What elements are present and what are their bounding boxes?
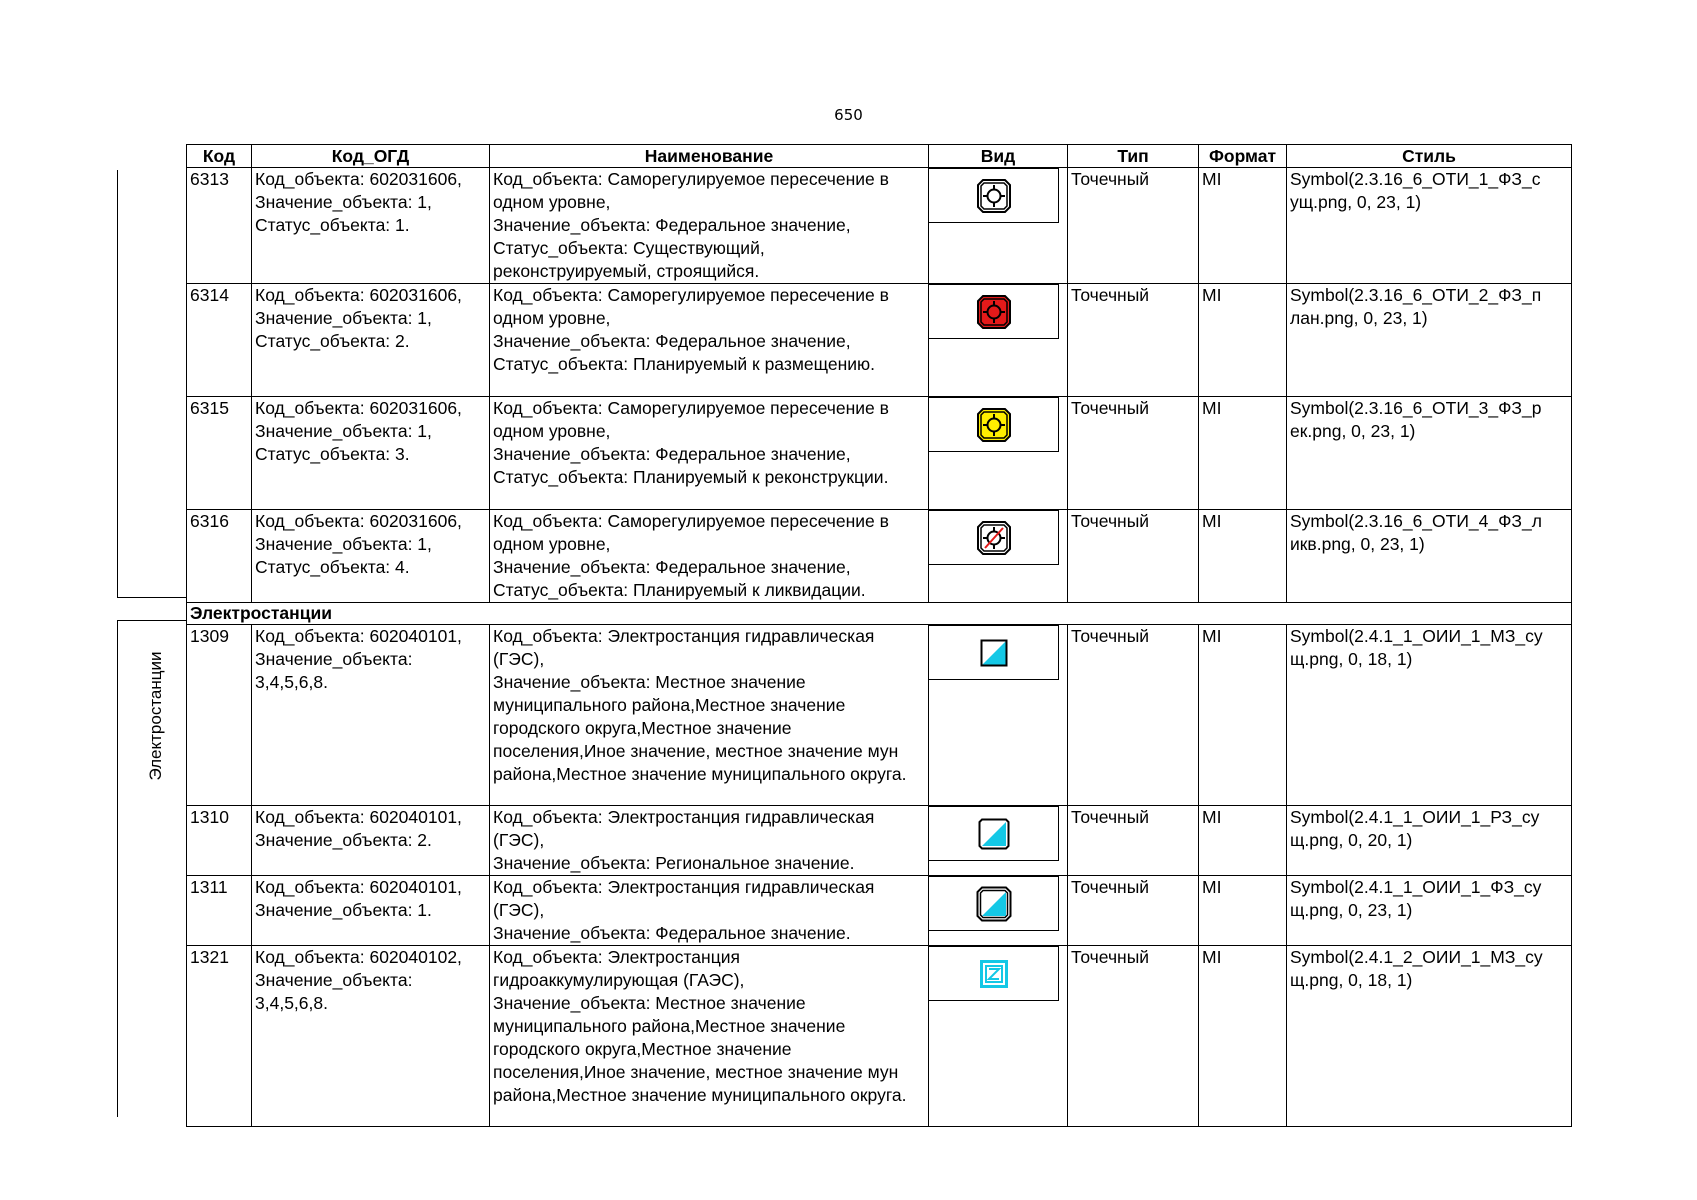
pumped-storage-plant-icon bbox=[980, 960, 1008, 988]
table-row bbox=[187, 625, 1572, 806]
section-divider-line bbox=[117, 597, 187, 598]
type-cell: Точечный bbox=[1068, 625, 1199, 806]
style-cell: Symbol(2.4.1_1_ОИИ_1_МЗ_су щ.png, 0, 18, 1) bbox=[1287, 625, 1572, 806]
table-row bbox=[187, 876, 1572, 946]
style-cell: Symbol(2.3.16_6_ОТИ_3_ФЗ_р ек.png, 0, 23, 1) bbox=[1287, 397, 1572, 510]
symbol-table bbox=[186, 144, 1572, 1127]
ogd-cell: Код_объекта: 602040101, Значение_объекта: 2. bbox=[252, 806, 490, 876]
crossing-reconstruction-icon bbox=[976, 407, 1012, 443]
section-group-top-line bbox=[117, 620, 187, 621]
view-cell bbox=[929, 168, 1068, 284]
code-cell: 1310 bbox=[187, 806, 252, 876]
code-cell: 1309 bbox=[187, 625, 252, 806]
code-cell: 6315 bbox=[187, 397, 252, 510]
code-cell: 1321 bbox=[187, 946, 252, 1127]
name-cell: Код_объекта: Электростанция гидравлическая (ГЭС), Значение_объекта: Федеральное значение. bbox=[490, 876, 929, 946]
ogd-cell: Код_объекта: 602040102, Значение_объекта: 3,4,5,6,8. bbox=[252, 946, 490, 1127]
ogd-cell: Код_объекта: 602031606, Значение_объекта: 1, Статус_объекта: 3. bbox=[252, 397, 490, 510]
table-row bbox=[187, 168, 1572, 284]
symbol-preview-box bbox=[929, 510, 1059, 565]
format-cell: MI bbox=[1199, 284, 1287, 397]
ogd-cell: Код_объекта: 602040101, Значение_объекта: 1. bbox=[252, 876, 490, 946]
table-row bbox=[187, 806, 1572, 876]
type-cell: Точечный bbox=[1068, 806, 1199, 876]
section-side-label bbox=[136, 636, 176, 796]
code-cell: 1311 bbox=[187, 876, 252, 946]
column-header-view: Вид bbox=[929, 145, 1068, 168]
style-cell: Symbol(2.4.1_1_ОИИ_1_ФЗ_су щ.png, 0, 23, 1) bbox=[1287, 876, 1572, 946]
type-cell: Точечный bbox=[1068, 876, 1199, 946]
ogd-cell: Код_объекта: 602031606, Значение_объекта: 1, Статус_объекта: 4. bbox=[252, 510, 490, 603]
name-cell: Код_объекта: Электростанция гидроаккумулирующая (ГАЭС), Значение_объекта: Местное значение муниципального района,Местное значение городского округа,Местное значение поселения,Иное значение, местное значение мун района,Местное значение муниципального округа. bbox=[490, 946, 929, 1127]
view-cell bbox=[929, 625, 1068, 806]
name-cell: Код_объекта: Саморегулируемое пересечение в одном уровне, Значение_объекта: Федеральное значение, Статус_объекта: Планируемый к реконструкции. bbox=[490, 397, 929, 510]
style-cell: Symbol(2.3.16_6_ОТИ_4_ФЗ_л икв.png, 0, 23, 1) bbox=[1287, 510, 1572, 603]
view-cell bbox=[929, 946, 1068, 1127]
table-row bbox=[187, 284, 1572, 397]
ogd-cell: Код_объекта: 602031606, Значение_объекта: 1, Статус_объекта: 2. bbox=[252, 284, 490, 397]
type-cell: Точечный bbox=[1068, 510, 1199, 603]
crossing-liquidation-icon bbox=[976, 520, 1012, 556]
column-header-type: Тип bbox=[1068, 145, 1199, 168]
section-side-label-text: Электростанции bbox=[146, 651, 165, 781]
page-number: 650 bbox=[834, 106, 863, 124]
name-cell: Код_объекта: Электростанция гидравлическая (ГЭС), Значение_объекта: Региональное значение. bbox=[490, 806, 929, 876]
type-cell: Точечный bbox=[1068, 284, 1199, 397]
symbol-preview-box bbox=[929, 876, 1059, 931]
format-cell: MI bbox=[1199, 510, 1287, 603]
format-cell: MI bbox=[1199, 806, 1287, 876]
symbol-preview-box bbox=[929, 284, 1059, 339]
ogd-cell: Код_объекта: 602040101, Значение_объекта: 3,4,5,6,8. bbox=[252, 625, 490, 806]
table-row bbox=[187, 397, 1572, 510]
section-header-row bbox=[187, 603, 1572, 625]
code-cell: 6314 bbox=[187, 284, 252, 397]
style-cell: Symbol(2.4.1_1_ОИИ_1_РЗ_су щ.png, 0, 20, 1) bbox=[1287, 806, 1572, 876]
type-cell: Точечный bbox=[1068, 168, 1199, 284]
symbol-preview-box bbox=[929, 397, 1059, 452]
format-cell: MI bbox=[1199, 876, 1287, 946]
format-cell: MI bbox=[1199, 625, 1287, 806]
format-cell: MI bbox=[1199, 946, 1287, 1127]
view-cell bbox=[929, 284, 1068, 397]
table-row bbox=[187, 510, 1572, 603]
table-row bbox=[187, 946, 1572, 1127]
column-header-ogd: Код_ОГД bbox=[252, 145, 490, 168]
style-cell: Symbol(2.3.16_6_ОТИ_1_ФЗ_с ущ.png, 0, 23, 1) bbox=[1287, 168, 1572, 284]
crossing-existing-icon bbox=[976, 178, 1012, 214]
format-cell: MI bbox=[1199, 168, 1287, 284]
name-cell: Код_объекта: Саморегулируемое пересечение в одном уровне, Значение_объекта: Федеральное значение, Статус_объекта: Существующий, реконструируемый, строящийся. bbox=[490, 168, 929, 284]
hydro-plant-local-icon bbox=[980, 639, 1008, 667]
view-cell bbox=[929, 806, 1068, 876]
view-cell bbox=[929, 876, 1068, 946]
column-header-code: Код bbox=[187, 145, 252, 168]
hydro-plant-regional-icon bbox=[978, 818, 1010, 850]
symbol-preview-box bbox=[929, 625, 1059, 680]
code-cell: 6316 bbox=[187, 510, 252, 603]
column-header-name: Наименование bbox=[490, 145, 929, 168]
name-cell: Код_объекта: Саморегулируемое пересечение в одном уровне, Значение_объекта: Федеральное значение, Статус_объекта: Планируемый к размещению. bbox=[490, 284, 929, 397]
style-cell: Symbol(2.4.1_2_ОИИ_1_МЗ_су щ.png, 0, 18, 1) bbox=[1287, 946, 1572, 1127]
ogd-cell: Код_объекта: 602031606, Значение_объекта: 1, Статус_объекта: 1. bbox=[252, 168, 490, 284]
left-margin-line-lower bbox=[117, 620, 118, 1117]
type-cell: Точечный bbox=[1068, 946, 1199, 1127]
hydro-plant-federal-icon bbox=[976, 886, 1012, 922]
symbol-preview-box bbox=[929, 806, 1059, 861]
type-cell: Точечный bbox=[1068, 397, 1199, 510]
symbol-preview-box bbox=[929, 168, 1059, 223]
section-title: Электростанции bbox=[187, 603, 1572, 625]
left-margin-line-upper bbox=[117, 170, 118, 597]
code-cell: 6313 bbox=[187, 168, 252, 284]
view-cell bbox=[929, 510, 1068, 603]
column-header-format: Формат bbox=[1199, 145, 1287, 168]
crossing-planned-icon bbox=[976, 294, 1012, 330]
name-cell: Код_объекта: Саморегулируемое пересечение в одном уровне, Значение_объекта: Федеральное значение, Статус_объекта: Планируемый к ликвидации. bbox=[490, 510, 929, 603]
table-header-row bbox=[187, 145, 1572, 168]
symbol-preview-box bbox=[929, 946, 1059, 1001]
style-cell: Symbol(2.3.16_6_ОТИ_2_ФЗ_п лан.png, 0, 23, 1) bbox=[1287, 284, 1572, 397]
view-cell bbox=[929, 397, 1068, 510]
format-cell: MI bbox=[1199, 397, 1287, 510]
column-header-style: Стиль bbox=[1287, 145, 1572, 168]
name-cell: Код_объекта: Электростанция гидравлическая (ГЭС), Значение_объекта: Местное значение муниципального района,Местное значение городского округа,Местное значение поселения,Иное значение, местное значение мун района,Местное значение муниципального округа. bbox=[490, 625, 929, 806]
